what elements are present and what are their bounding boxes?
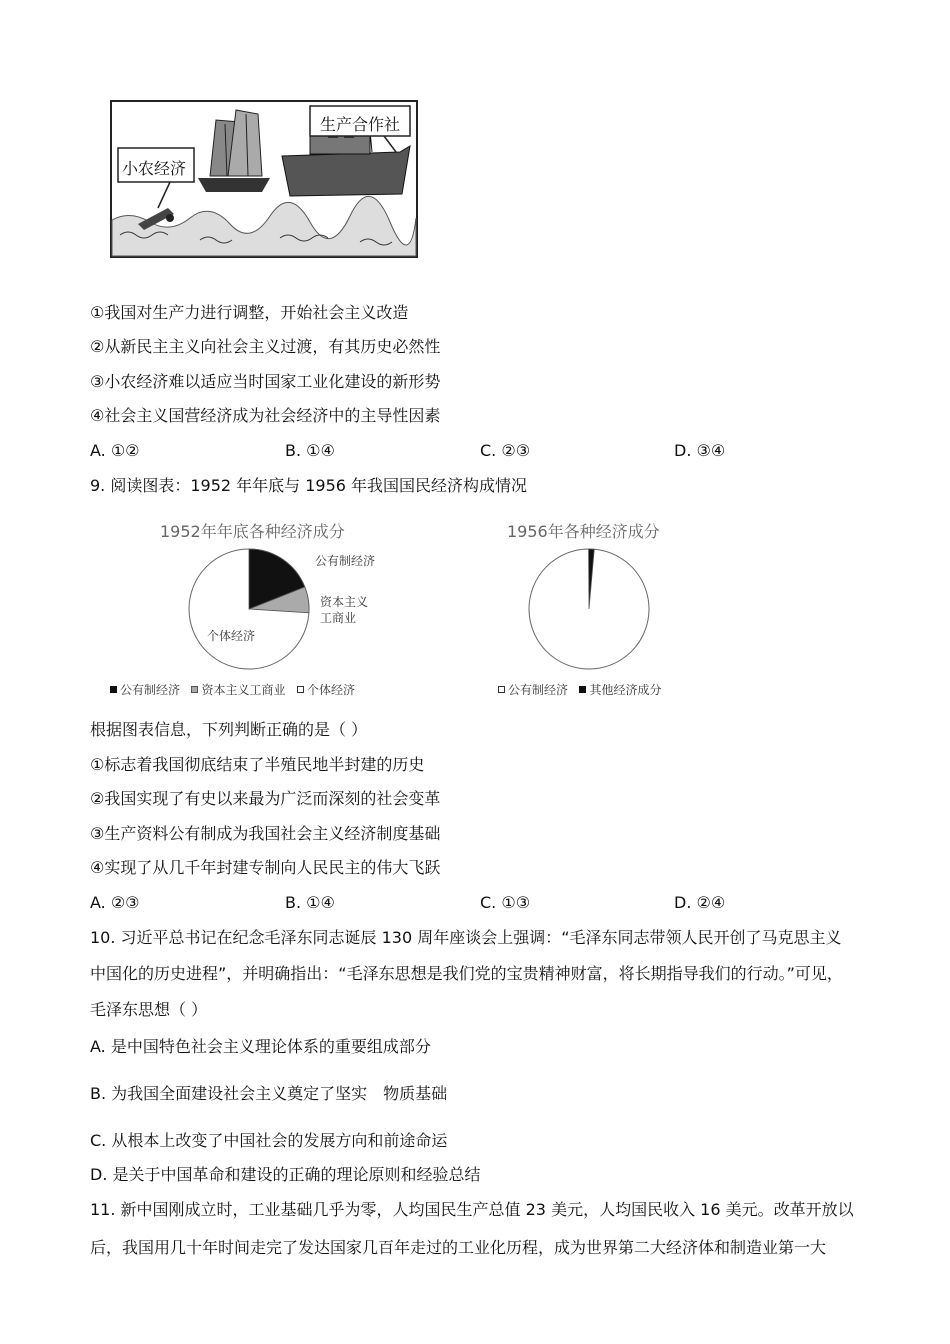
q9-statement: ③生产资料公有制成为我国社会主义经济制度基础 xyxy=(90,824,441,843)
q10-option-c: C. 从根本上改变了中国社会的发展方向和前途命运 xyxy=(90,1131,448,1150)
chart-1956-legend xyxy=(498,681,661,698)
legend-item-individual: 个体经济 xyxy=(297,683,355,697)
q10-option-a: A. 是中国特色社会主义理论体系的重要组成部分 xyxy=(90,1037,431,1056)
q9-statement: ①标志着我国彻底结束了半殖民地半封建的历史 xyxy=(90,755,425,774)
q9-stem: 9. 阅读图表：1952 年年底与 1956 年我国国民经济构成情况 xyxy=(90,476,528,495)
q9-statement: ②我国实现了有史以来最为广泛而深刻的社会变革 xyxy=(90,789,441,808)
chart-1952-label-capitalist-2: 工商业 xyxy=(320,611,357,625)
cartoon-illustration xyxy=(110,100,418,258)
q8-statement: ①我国对生产力进行调整，开始社会主义改造 xyxy=(90,303,409,322)
q11-stem-line: 后，我国用几十年时间走完了发达国家几百年走过的工业化历程，成为世界第二大经济体和制造业第一大 xyxy=(90,1238,827,1257)
legend-item-other: 其他经济成分 xyxy=(579,683,661,697)
q10-option-d: D. 是关于中国革命和建设的正确的理论原则和经验总结 xyxy=(90,1165,481,1184)
legend-item-public: 公有制经济 xyxy=(110,683,180,697)
q10-stem-line: 毛泽东思想（ ） xyxy=(90,1000,208,1019)
chart-1952-legend xyxy=(110,681,355,698)
q8-option-d: D. ③④ xyxy=(674,441,726,460)
q9-option-c: C. ①③ xyxy=(480,893,531,912)
q8-statement: ④社会主义国营经济成为社会经济中的主导性因素 xyxy=(90,406,441,425)
q11-stem-line: 11. 新中国刚成立时，工业基础几乎为零，人均国民生产总值 23 美元，人均国民收入 16 美元。改革开放以 xyxy=(90,1200,854,1219)
chart-1952-label-individual: 个体经济 xyxy=(207,629,256,643)
legend-item-capitalist: 资本主义工商业 xyxy=(191,683,285,697)
q9-option-d: D. ②④ xyxy=(674,893,726,912)
q8-option-c: C. ②③ xyxy=(480,441,531,460)
chart-1952-title: 1952年年底各种经济成分 xyxy=(160,522,345,541)
chart-1956-title: 1956年各种经济成分 xyxy=(507,522,660,541)
q8-statement: ②从新民主主义向社会主义过渡，有其历史必然性 xyxy=(90,337,441,356)
q9-prompt: 根据图表信息，下列判断正确的是（ ） xyxy=(90,720,368,739)
chart-1952-label-capitalist-1: 资本主义 xyxy=(320,595,369,609)
q9-option-b: B. ①④ xyxy=(285,893,335,912)
q10-stem-line: 10. 习近平总书记在纪念毛泽东同志诞辰 130 周年座谈会上强调：“毛泽东同志带领人民开创了马克思主义 xyxy=(90,928,842,947)
legend-item-public: 公有制经济 xyxy=(498,683,568,697)
chart-1956-pie xyxy=(525,545,657,675)
q8-option-b: B. ①④ xyxy=(285,441,335,460)
q8-option-a: A. ①② xyxy=(90,441,140,460)
chart-1952-pie xyxy=(185,545,415,675)
cartoon-label-small-farming: 小农经济 xyxy=(122,159,187,178)
q10-option-b: B. 为我国全面建设社会主义奠定了坚实 物质基础 xyxy=(90,1084,448,1103)
q9-option-a: A. ②③ xyxy=(90,893,140,912)
chart-1952-label-public: 公有制经济 xyxy=(315,554,376,568)
cartoon-label-cooperative: 生产合作社 xyxy=(320,115,401,134)
q9-statement: ④实现了从几千年封建专制向人民民主的伟大飞跃 xyxy=(90,858,441,877)
q8-statement: ③小农经济难以适应当时国家工业化建设的新形势 xyxy=(90,372,441,391)
q10-stem-line: 中国化的历史进程”，并明确指出：“毛泽东思想是我们党的宝贵精神财富，将长期指导我们的行动。”可见， xyxy=(90,964,843,983)
